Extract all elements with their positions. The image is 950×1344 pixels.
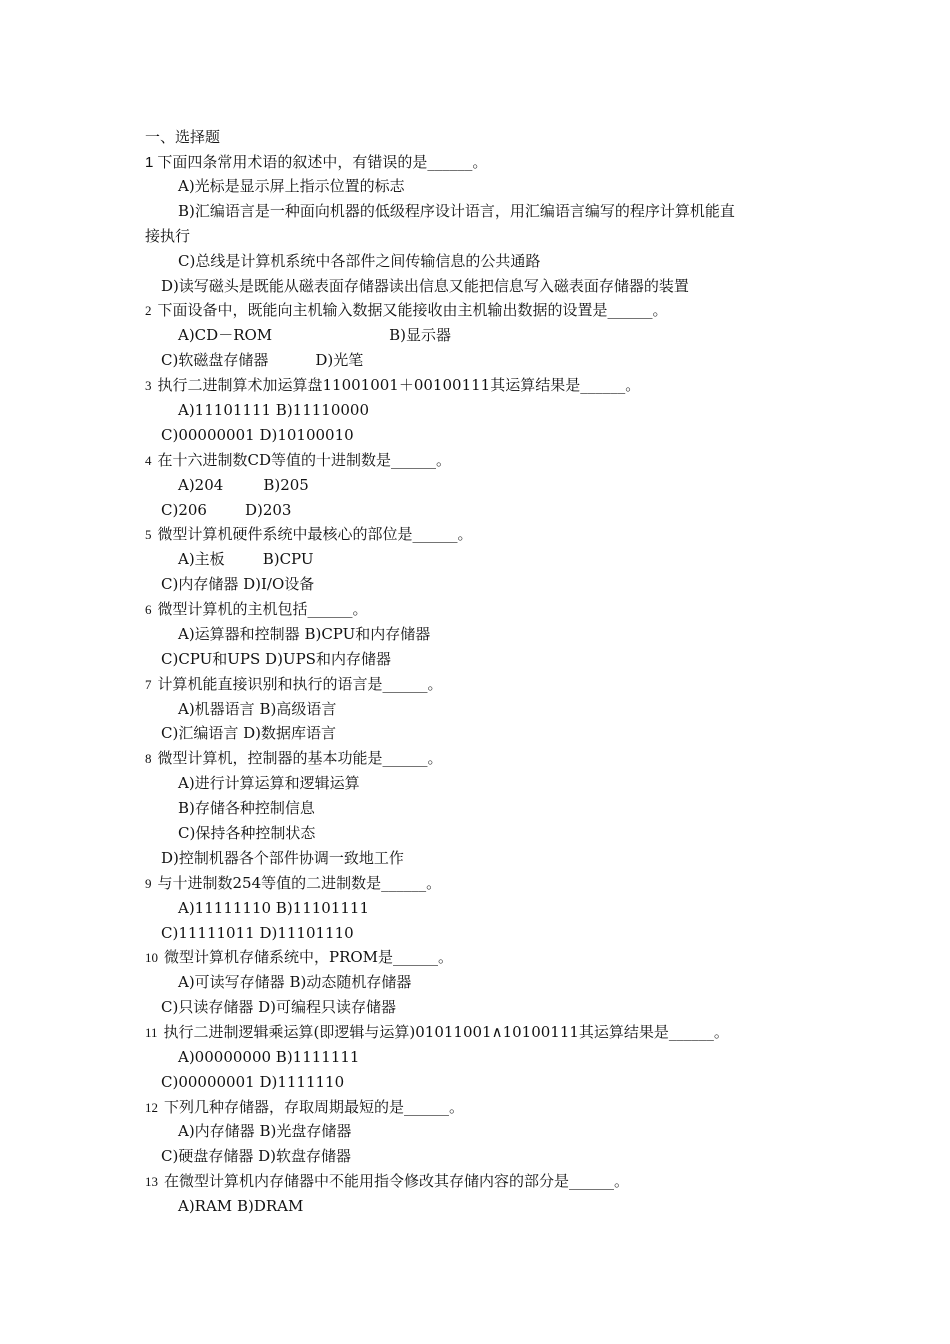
q9-options-cd: C)11111011 D)11101110 xyxy=(161,924,354,942)
question-10 xyxy=(145,947,845,968)
question-stem: 微型计算机，控制器的基本功能是______。 xyxy=(157,749,443,767)
q8-option-a: A)进行计算运算和逻辑运算 xyxy=(178,774,360,792)
question-11 xyxy=(145,1022,845,1043)
question-13 xyxy=(145,1171,845,1192)
q8-option-c: C)保持各种控制状态 xyxy=(178,824,316,842)
q3-options-ab: A)11101111 B)11110000 xyxy=(178,401,370,419)
q13-options-ab: A)RAM B)DRAM xyxy=(178,1197,304,1215)
question-8 xyxy=(145,748,845,769)
q5-option-b: B)CPU xyxy=(262,550,314,568)
question-number: 1 xyxy=(145,154,154,171)
q4-option-a: A)204 xyxy=(178,476,224,494)
question-stem: 执行二进制逻辑乘运算(即逻辑与运算)01011001∧10100111其运算结果是______。 xyxy=(163,1023,729,1041)
question-stem: 在微型计算机内存储器中不能用指令修改其存储内容的部分是______。 xyxy=(164,1172,630,1190)
q8-option-d: D)控制机器各个部件协调一致地工作 xyxy=(161,849,404,867)
question-12 xyxy=(145,1097,845,1118)
q4-option-d: D)203 xyxy=(244,501,292,519)
question-1 xyxy=(145,152,845,173)
q2-options-cd xyxy=(161,350,861,370)
q7-options-cd: C)汇编语言 D)数据库语言 xyxy=(161,724,336,742)
q11-options-ab: A)00000000 B)1111111 xyxy=(178,1048,360,1066)
question-6 xyxy=(145,599,845,620)
q10-options-ab: A)可读写存储器 B)动态随机存储器 xyxy=(178,973,412,991)
question-stem: 执行二进制算术加运算盘11001001＋00100111其运算结果是______。 xyxy=(157,376,641,394)
q1-option-b: B)汇编语言是一种面向机器的低级程序设计语言，用汇编语言编写的程序计算机能直 xyxy=(178,202,735,220)
q4-options-ab xyxy=(178,475,878,495)
question-stem: 下面设备中，既能向主机输入数据又能接收由主机输出数据的设置是______。 xyxy=(157,301,668,319)
q2-option-a: A)CD－ROM xyxy=(178,326,273,344)
question-number: 12 xyxy=(145,1100,158,1115)
question-stem: 下面四条常用术语的叙述中，有错误的是______。 xyxy=(157,153,488,171)
q6-options-ab: A)运算器和控制器 B)CPU和内存储器 xyxy=(178,625,431,643)
section-title: 一、选择题 xyxy=(145,128,221,146)
q5-option-a: A)主板 xyxy=(178,550,225,568)
question-stem: 计算机能直接识别和执行的语言是______。 xyxy=(157,675,443,693)
question-number: 5 xyxy=(145,527,152,542)
question-number: 2 xyxy=(145,303,152,318)
q2-option-b: B)显示器 xyxy=(389,326,452,344)
q9-options-ab: A)11111110 B)11101111 xyxy=(178,899,370,917)
q1-option-d: D)读写磁头是既能从磁表面存储器读出信息又能把信息写入磁表面存储器的装置 xyxy=(161,277,689,295)
q1-option-b-cont: 接执行 xyxy=(145,227,191,245)
question-stem: 在十六进制数CD等值的十进制数是______。 xyxy=(157,451,452,469)
question-stem: 微型计算机的主机包括______。 xyxy=(157,600,368,618)
q8-option-b: B)存储各种控制信息 xyxy=(178,799,315,817)
question-number: 11 xyxy=(145,1025,158,1040)
question-2 xyxy=(145,300,845,321)
q12-options-cd: C)硬盘存储器 D)软盘存储器 xyxy=(161,1147,351,1165)
q1-option-c: C)总线是计算机系统中各部件之间传输信息的公共通路 xyxy=(178,252,541,270)
question-number: 9 xyxy=(145,876,152,891)
q10-options-cd: C)只读存储器 D)可编程只读存储器 xyxy=(161,998,396,1016)
q5-options-cd: C)内存储器 D)I/O设备 xyxy=(161,575,315,593)
q4-options-cd xyxy=(161,500,861,520)
question-stem: 下列几种存储器，存取周期最短的是______。 xyxy=(164,1098,465,1116)
question-stem: 与十进制数254等值的二进制数是______。 xyxy=(157,874,442,892)
question-stem: 微型计算机存储系统中，PROM是______。 xyxy=(164,948,454,966)
question-number: 4 xyxy=(145,453,152,468)
question-5 xyxy=(145,524,845,545)
q6-options-cd: C)CPU和UPS D)UPS和内存储器 xyxy=(161,650,391,668)
q2-options-ab xyxy=(178,325,878,345)
q4-option-b: B)205 xyxy=(263,476,309,494)
q3-options-cd: C)00000001 D)10100010 xyxy=(161,426,354,444)
question-stem: 微型计算机硬件系统中最核心的部位是______。 xyxy=(157,525,473,543)
q2-option-c: C)软磁盘存储器 xyxy=(161,351,269,369)
question-number: 6 xyxy=(145,602,152,617)
question-number: 7 xyxy=(145,677,152,692)
question-4 xyxy=(145,450,845,471)
q5-options-ab xyxy=(178,549,878,569)
question-3 xyxy=(145,375,845,396)
question-number: 10 xyxy=(145,950,158,965)
q7-options-ab: A)机器语言 B)高级语言 xyxy=(178,700,337,718)
q12-options-ab: A)内存储器 B)光盘存储器 xyxy=(178,1122,352,1140)
question-9 xyxy=(145,873,845,894)
question-number: 8 xyxy=(145,751,152,766)
q1-option-a: A)光标是显示屏上指示位置的标志 xyxy=(178,177,405,195)
question-number: 13 xyxy=(145,1174,158,1189)
q11-options-cd: C)00000001 D)1111110 xyxy=(161,1073,345,1091)
q2-option-d: D)光笔 xyxy=(315,351,364,369)
question-number: 3 xyxy=(145,378,152,393)
q4-option-c: C)206 xyxy=(161,501,207,519)
question-7 xyxy=(145,674,845,695)
